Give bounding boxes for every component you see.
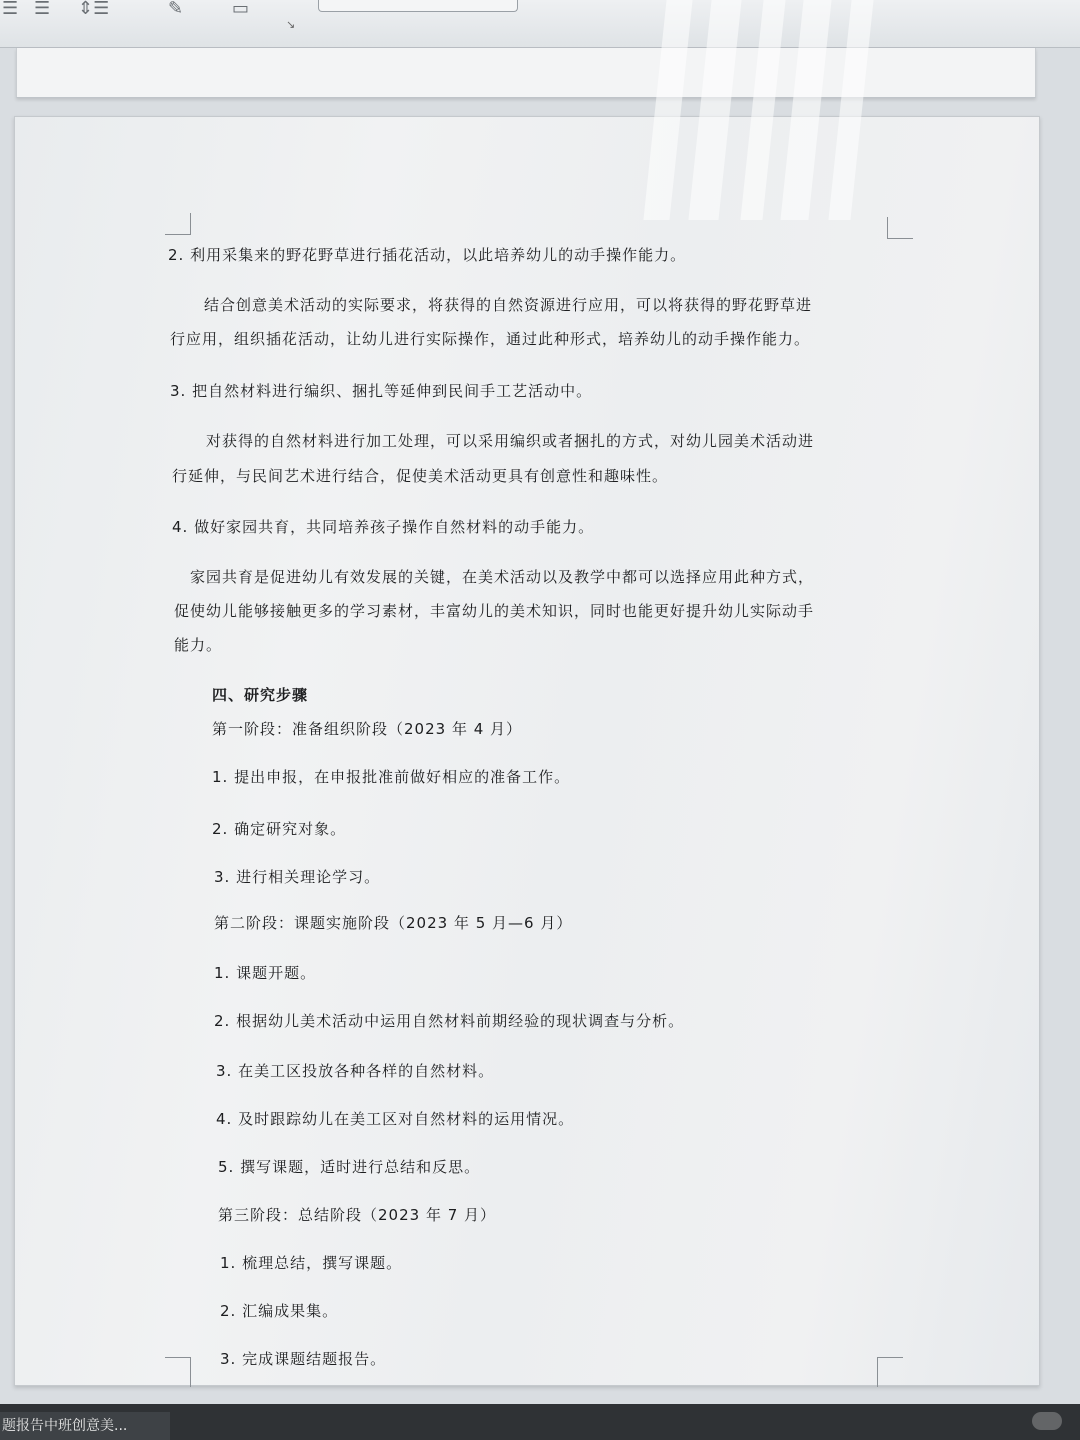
list-item: 3. 进行相关理论学习。 bbox=[214, 868, 381, 886]
list-item-heading: 3. 把自然材料进行编织、捆扎等延伸到民间手工艺活动中。 bbox=[170, 382, 593, 400]
margin-corner-mark bbox=[165, 213, 191, 235]
line-spacing-icon[interactable]: ⇕☰ bbox=[78, 0, 110, 19]
margin-corner-mark bbox=[877, 1357, 903, 1387]
paragraph-line: 家园共育是促进幼儿有效发展的关键，在美术活动以及教学中都可以选择应用此种方式， bbox=[190, 568, 815, 586]
paragraph-line: 促使幼儿能够接触更多的学习素材，丰富幼儿的美术知识，同时也能更好提升幼儿实际动手 bbox=[174, 602, 815, 620]
group-expand-icon[interactable]: ↘ bbox=[286, 18, 296, 31]
taskbar bbox=[0, 1404, 1080, 1440]
align-justify-icon[interactable]: ☰ bbox=[34, 0, 51, 19]
previous-page-bottom bbox=[16, 48, 1036, 98]
paragraph-line: 能力。 bbox=[174, 636, 223, 654]
list-item: 1. 课题开题。 bbox=[214, 964, 317, 982]
list-item: 1. 提出申报，在申报批准前做好相应的准备工作。 bbox=[212, 768, 571, 786]
list-item: 4. 及时跟踪幼儿在美工区对自然材料的运用情况。 bbox=[216, 1110, 575, 1128]
list-item: 1. 梳理总结，撰写课题。 bbox=[220, 1254, 403, 1272]
taskbar-window-tab[interactable]: 题报告中班创意美... bbox=[0, 1412, 170, 1440]
section-heading: 四、研究步骤 bbox=[212, 686, 309, 704]
list-item: 5. 撰写课题，适时进行总结和反思。 bbox=[218, 1158, 481, 1176]
margin-corner-mark bbox=[165, 1357, 191, 1387]
style-gallery-box[interactable] bbox=[318, 0, 518, 12]
format-painter-icon[interactable]: ✎ bbox=[168, 0, 184, 19]
stage-heading: 第三阶段：总结阶段（2023 年 7 月） bbox=[218, 1206, 497, 1224]
list-item-heading: 4. 做好家园共育，共同培养孩子操作自然材料的动手能力。 bbox=[172, 518, 595, 536]
list-item-heading: 2. 利用采集来的野花野草进行插花活动，以此培养幼儿的动手操作能力。 bbox=[168, 246, 687, 264]
stage-heading: 第一阶段：准备组织阶段（2023 年 4 月） bbox=[212, 720, 523, 738]
paragraph-line: 行应用，组织插花活动，让幼儿进行实际操作，通过此种形式，培养幼儿的动手操作能力。 bbox=[170, 330, 811, 348]
watermark-badge bbox=[1032, 1412, 1062, 1430]
paragraph-line: 行延伸，与民间艺术进行结合，促使美术活动更具有创意性和趣味性。 bbox=[172, 467, 669, 485]
list-item: 2. 根据幼儿美术活动中运用自然材料前期经验的现状调查与分析。 bbox=[214, 1012, 685, 1030]
align-icon[interactable]: ☰ bbox=[2, 0, 19, 19]
paragraph-line: 结合创意美术活动的实际要求，将获得的自然资源进行应用，可以将获得的野花野草进 bbox=[204, 296, 813, 314]
page-icon[interactable]: ▭ bbox=[232, 0, 250, 19]
ribbon-toolbar bbox=[0, 0, 1080, 48]
list-item: 2. 确定研究对象。 bbox=[212, 820, 347, 838]
list-item: 3. 在美工区投放各种各样的自然材料。 bbox=[216, 1062, 495, 1080]
margin-corner-mark bbox=[887, 217, 913, 239]
paragraph-line: 对获得的自然材料进行加工处理，可以采用编织或者捆扎的方式，对幼儿园美术活动进 bbox=[206, 432, 815, 450]
list-item: 2. 汇编成果集。 bbox=[220, 1302, 339, 1320]
stage-heading: 第二阶段：课题实施阶段（2023 年 5 月—6 月） bbox=[214, 914, 573, 932]
list-item: 3. 完成课题结题报告。 bbox=[220, 1350, 387, 1368]
